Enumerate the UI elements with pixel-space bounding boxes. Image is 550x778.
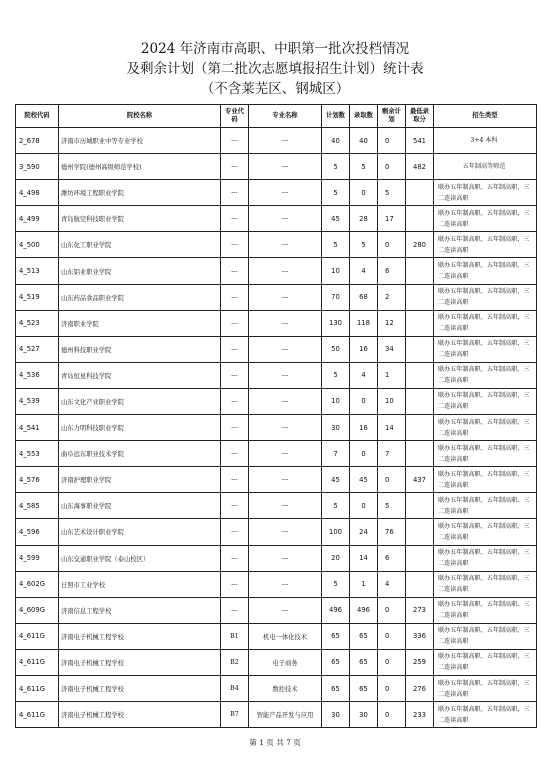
cell-school-name: 济南市历城职业中等专业学校 (59, 128, 221, 154)
cell-school-code: 3_590 (16, 154, 59, 180)
cell-enrollment-type: 联办五年制高职、五年制高职、三二连读高职 (434, 702, 537, 728)
cell-admitted-count: 5 (350, 232, 378, 258)
cell-major-name: --- (249, 284, 322, 310)
cell-enrollment-type: 联办五年制高职、五年制高职、三二连读高职 (434, 310, 537, 336)
header-school-name: 院校名称 (59, 105, 221, 128)
cell-school-name: 潍坊环境工程职业学院 (59, 180, 221, 206)
cell-remaining-plan: 5 (378, 180, 406, 206)
cell-school-name: 济南电子机械工程学校 (59, 623, 221, 649)
cell-school-name: 山东药品食品职业学院 (59, 284, 221, 310)
cell-remaining-plan: 2 (378, 284, 406, 310)
cell-major-code: B7 (221, 702, 249, 728)
table-row (16, 467, 537, 493)
cell-major-code: --- (221, 571, 249, 597)
cell-school-code: 4_498 (16, 180, 59, 206)
cell-major-code: --- (221, 362, 249, 388)
cell-school-name: 山东海事职业学院 (59, 493, 221, 519)
cell-major-name: --- (249, 597, 322, 623)
cell-plan-count: 45 (322, 467, 350, 493)
cell-remaining-plan: 7 (378, 441, 406, 467)
header-enrollment-type: 招生类型 (434, 105, 537, 128)
cell-min-score (406, 519, 434, 545)
header-remaining-plan: 剩余计划 (378, 105, 406, 128)
cell-enrollment-type: 联办五年制高职、五年制高职、三二连读高职 (434, 467, 537, 493)
cell-remaining-plan: 10 (378, 388, 406, 414)
cell-min-score (406, 206, 434, 232)
cell-major-code: --- (221, 206, 249, 232)
table-row (16, 441, 537, 467)
cell-admitted-count: 28 (350, 206, 378, 232)
cell-enrollment-type: 联办五年制高职、五年制高职、三二连读高职 (434, 415, 537, 441)
table-row (16, 362, 537, 388)
cell-admitted-count: 14 (350, 545, 378, 571)
table-row (16, 519, 537, 545)
table-row (16, 128, 537, 154)
cell-school-code: 4_527 (16, 336, 59, 362)
cell-admitted-count: 1 (350, 571, 378, 597)
page-number: 第 1 页 共 7 页 (249, 738, 301, 747)
cell-major-code: --- (221, 388, 249, 414)
cell-admitted-count: 4 (350, 258, 378, 284)
cell-school-name: 山东交通职业学院（泰山校区） (59, 545, 221, 571)
cell-remaining-plan: 34 (378, 336, 406, 362)
cell-plan-count: 10 (322, 388, 350, 414)
cell-major-name: --- (249, 232, 322, 258)
cell-school-name: 山东化工职业学院 (59, 232, 221, 258)
table-row (16, 702, 537, 728)
table-row (16, 180, 537, 206)
cell-enrollment-type: 联办五年制高职、五年制高职、三二连读高职 (434, 206, 537, 232)
table-row (16, 623, 537, 649)
cell-enrollment-type: 联办五年制高职、五年制高职、三二连读高职 (434, 441, 537, 467)
cell-school-code: 4_585 (16, 493, 59, 519)
document-title-line-2: 及剩余计划（第二批次志愿填报招生计划）统计表 (126, 61, 424, 77)
cell-admitted-count: 118 (350, 310, 378, 336)
table-row (16, 206, 537, 232)
cell-major-code: --- (221, 545, 249, 571)
cell-remaining-plan: 1 (378, 362, 406, 388)
cell-admitted-count: 68 (350, 284, 378, 310)
cell-major-code: B1 (221, 623, 249, 649)
cell-plan-count: 130 (322, 310, 350, 336)
cell-min-score (406, 310, 434, 336)
cell-remaining-plan: 0 (378, 467, 406, 493)
cell-school-name: 青岛恒星科技学院 (59, 362, 221, 388)
cell-enrollment-type: 联办五年制高职、五年制高职、三二连读高职 (434, 388, 537, 414)
cell-school-code: 4_596 (16, 519, 59, 545)
table-row (16, 649, 537, 675)
cell-school-code: 4_599 (16, 545, 59, 571)
cell-school-name: 济南电子机械工程学校 (59, 702, 221, 728)
cell-plan-count: 5 (322, 232, 350, 258)
cell-major-code: --- (221, 154, 249, 180)
cell-major-code: --- (221, 128, 249, 154)
cell-min-score (406, 441, 434, 467)
cell-major-code: B2 (221, 649, 249, 675)
cell-enrollment-type: 联办五年制高职、五年制高职、三二连读高职 (434, 597, 537, 623)
cell-major-code: --- (221, 258, 249, 284)
cell-plan-count: 40 (322, 128, 350, 154)
cell-min-score (406, 493, 434, 519)
header-major-code: 专业代码 (221, 105, 249, 128)
cell-remaining-plan: 0 (378, 675, 406, 701)
cell-min-score: 541 (406, 128, 434, 154)
document-title-line-1: 2024 年济南市高职、中职第一批次投档情况 (140, 41, 410, 57)
table-row (16, 571, 537, 597)
cell-admitted-count: 0 (350, 493, 378, 519)
header-admitted-count: 录取数 (350, 105, 378, 128)
cell-remaining-plan: 12 (378, 310, 406, 336)
cell-min-score (406, 180, 434, 206)
table-row (16, 597, 537, 623)
cell-plan-count: 5 (322, 180, 350, 206)
cell-min-score: 233 (406, 702, 434, 728)
table-row (16, 675, 537, 701)
cell-admitted-count: 5 (350, 154, 378, 180)
cell-school-code: 4_523 (16, 310, 59, 336)
cell-major-name: --- (249, 310, 322, 336)
cell-school-code: 4_541 (16, 415, 59, 441)
cell-min-score (406, 336, 434, 362)
cell-min-score (406, 362, 434, 388)
cell-school-name: 德州科技职业学院 (59, 336, 221, 362)
header-major-name: 专业名称 (249, 105, 322, 128)
cell-admitted-count: 0 (350, 180, 378, 206)
table-row (16, 284, 537, 310)
cell-school-code: 4_519 (16, 284, 59, 310)
cell-major-code: --- (221, 310, 249, 336)
table-row (16, 154, 537, 180)
cell-school-name: 德州学院(德州高级师范学校) (59, 154, 221, 180)
table-row (16, 258, 537, 284)
cell-enrollment-type: 联办五年制高职、五年制高职、三二连读高职 (434, 649, 537, 675)
cell-plan-count: 5 (322, 571, 350, 597)
cell-min-score (406, 545, 434, 571)
cell-plan-count: 100 (322, 519, 350, 545)
cell-school-name: 山东艺术设计职业学院 (59, 519, 221, 545)
cell-major-name: --- (249, 493, 322, 519)
cell-remaining-plan: 76 (378, 519, 406, 545)
cell-major-name: 电子商务 (249, 649, 322, 675)
cell-plan-count: 10 (322, 258, 350, 284)
cell-school-code: 4_500 (16, 232, 59, 258)
cell-major-code: --- (221, 519, 249, 545)
cell-school-name: 青岛航空科技职业学院 (59, 206, 221, 232)
cell-school-code: 2_678 (16, 128, 59, 154)
cell-admitted-count: 65 (350, 649, 378, 675)
cell-plan-count: 30 (322, 702, 350, 728)
cell-school-code: 4_576 (16, 467, 59, 493)
cell-min-score (406, 571, 434, 597)
cell-enrollment-type: 联办五年制高职、五年制高职、三二连读高职 (434, 675, 537, 701)
cell-major-name: 数控技术 (249, 675, 322, 701)
cell-min-score: 336 (406, 623, 434, 649)
cell-remaining-plan: 0 (378, 232, 406, 258)
cell-school-name: 济南职业学院 (59, 310, 221, 336)
table-row (16, 415, 537, 441)
cell-enrollment-type: 联办五年制高职、五年制高职、三二连读高职 (434, 493, 537, 519)
cell-remaining-plan: 4 (378, 571, 406, 597)
cell-school-code: 4_611G (16, 623, 59, 649)
cell-major-name: --- (249, 258, 322, 284)
cell-school-name: 济南护理职业学院 (59, 467, 221, 493)
cell-remaining-plan: 0 (378, 623, 406, 649)
cell-admitted-count: 496 (350, 597, 378, 623)
cell-major-name: --- (249, 415, 322, 441)
cell-admitted-count: 65 (350, 675, 378, 701)
cell-remaining-plan: 5 (378, 493, 406, 519)
cell-remaining-plan: 0 (378, 702, 406, 728)
table-row (16, 388, 537, 414)
cell-major-code: --- (221, 467, 249, 493)
cell-remaining-plan: 0 (378, 154, 406, 180)
cell-plan-count: 7 (322, 441, 350, 467)
cell-admitted-count: 0 (350, 388, 378, 414)
cell-remaining-plan: 6 (378, 258, 406, 284)
cell-plan-count: 70 (322, 284, 350, 310)
cell-school-code: 4_611G (16, 649, 59, 675)
cell-admitted-count: 45 (350, 467, 378, 493)
cell-school-name: 济南电子机械工程学校 (59, 649, 221, 675)
cell-min-score (406, 415, 434, 441)
cell-remaining-plan: 6 (378, 545, 406, 571)
cell-min-score: 280 (406, 232, 434, 258)
cell-enrollment-type: 联办五年制高职、五年制高职、三二连读高职 (434, 362, 537, 388)
cell-major-name: 机电一体化技术 (249, 623, 322, 649)
cell-enrollment-type: 联办五年制高职、五年制高职、三二连读高职 (434, 571, 537, 597)
cell-remaining-plan: 0 (378, 597, 406, 623)
document-title-line-3: （不含莱芜区、钢城区） (200, 81, 350, 97)
header-min-score: 最低录取分 (406, 105, 434, 128)
cell-plan-count: 5 (322, 154, 350, 180)
cell-school-name: 济南信息工程学校 (59, 597, 221, 623)
cell-admitted-count: 65 (350, 623, 378, 649)
cell-school-name: 山东文化产业职业学院 (59, 388, 221, 414)
cell-remaining-plan: 0 (378, 128, 406, 154)
cell-major-name: --- (249, 154, 322, 180)
cell-school-code: 4_611G (16, 675, 59, 701)
cell-min-score (406, 258, 434, 284)
cell-major-name: --- (249, 467, 322, 493)
cell-major-name: --- (249, 388, 322, 414)
cell-plan-count: 496 (322, 597, 350, 623)
cell-major-name: --- (249, 519, 322, 545)
cell-school-code: 4_539 (16, 388, 59, 414)
cell-school-code: 4_499 (16, 206, 59, 232)
cell-enrollment-type: 3+4 本科 (434, 128, 537, 154)
cell-major-name: --- (249, 180, 322, 206)
cell-school-code: 4_609G (16, 597, 59, 623)
cell-enrollment-type: 联办五年制高职、五年制高职、三二连读高职 (434, 180, 537, 206)
cell-min-score (406, 284, 434, 310)
cell-plan-count: 65 (322, 675, 350, 701)
table-row (16, 545, 537, 571)
header-school-code: 院校代码 (16, 105, 59, 128)
cell-enrollment-type: 联办五年制高职、五年制高职、三二连读高职 (434, 623, 537, 649)
cell-min-score: 276 (406, 675, 434, 701)
cell-plan-count: 30 (322, 415, 350, 441)
cell-school-code: 4_602G (16, 571, 59, 597)
cell-remaining-plan: 14 (378, 415, 406, 441)
table-body (16, 128, 537, 728)
cell-min-score (406, 388, 434, 414)
cell-enrollment-type: 联办五年制高职、五年制高职、三二连读高职 (434, 258, 537, 284)
cell-plan-count: 45 (322, 206, 350, 232)
cell-admitted-count: 4 (350, 362, 378, 388)
cell-school-name: 山东铝业职业学院 (59, 258, 221, 284)
cell-major-code: --- (221, 441, 249, 467)
cell-plan-count: 5 (322, 362, 350, 388)
cell-major-name: 智能产品开发与应用 (249, 702, 322, 728)
cell-plan-count: 20 (322, 545, 350, 571)
table-row (16, 336, 537, 362)
table-row (16, 232, 537, 258)
header-plan-count: 计划数 (322, 105, 350, 128)
cell-admitted-count: 16 (350, 336, 378, 362)
cell-enrollment-type: 五年制高等师范 (434, 154, 537, 180)
cell-school-name: 山东力明科技职业学院 (59, 415, 221, 441)
cell-major-code: B4 (221, 675, 249, 701)
cell-remaining-plan: 17 (378, 206, 406, 232)
cell-min-score: 273 (406, 597, 434, 623)
cell-admitted-count: 16 (350, 415, 378, 441)
cell-admitted-count: 24 (350, 519, 378, 545)
cell-min-score: 437 (406, 467, 434, 493)
cell-plan-count: 65 (322, 623, 350, 649)
cell-admitted-count: 30 (350, 702, 378, 728)
cell-school-name: 日照市工业学校 (59, 571, 221, 597)
cell-major-name: --- (249, 441, 322, 467)
cell-enrollment-type: 联办五年制高职、五年制高职、三二连读高职 (434, 336, 537, 362)
cell-remaining-plan: 0 (378, 649, 406, 675)
cell-major-code: --- (221, 493, 249, 519)
table-row (16, 493, 537, 519)
cell-min-score: 482 (406, 154, 434, 180)
cell-school-code: 4_513 (16, 258, 59, 284)
cell-enrollment-type: 联办五年制高职、五年制高职、三二连读高职 (434, 545, 537, 571)
cell-major-code: --- (221, 336, 249, 362)
cell-school-name: 济南电子机械工程学校 (59, 675, 221, 701)
cell-plan-count: 65 (322, 649, 350, 675)
cell-enrollment-type: 联办五年制高职、五年制高职、三二连读高职 (434, 232, 537, 258)
cell-major-code: --- (221, 415, 249, 441)
cell-major-code: --- (221, 232, 249, 258)
cell-major-name: --- (249, 571, 322, 597)
cell-major-name: --- (249, 206, 322, 232)
cell-min-score: 259 (406, 649, 434, 675)
cell-major-name: --- (249, 128, 322, 154)
cell-school-code: 4_536 (16, 362, 59, 388)
cell-major-code: --- (221, 597, 249, 623)
table-row (16, 310, 537, 336)
cell-major-code: --- (221, 180, 249, 206)
cell-major-code: --- (221, 284, 249, 310)
cell-major-name: --- (249, 336, 322, 362)
cell-plan-count: 5 (322, 493, 350, 519)
cell-plan-count: 50 (322, 336, 350, 362)
cell-enrollment-type: 联办五年制高职、五年制高职、三二连读高职 (434, 519, 537, 545)
admission-table (15, 104, 537, 728)
cell-admitted-count: 0 (350, 441, 378, 467)
table-header-row (16, 105, 537, 128)
cell-major-name: --- (249, 545, 322, 571)
cell-enrollment-type: 联办五年制高职、五年制高职、三二连读高职 (434, 284, 537, 310)
cell-admitted-count: 40 (350, 128, 378, 154)
cell-school-code: 4_553 (16, 441, 59, 467)
cell-major-name: --- (249, 362, 322, 388)
cell-school-name: 曲阜远东职业技术学院 (59, 441, 221, 467)
cell-school-code: 4_611G (16, 702, 59, 728)
